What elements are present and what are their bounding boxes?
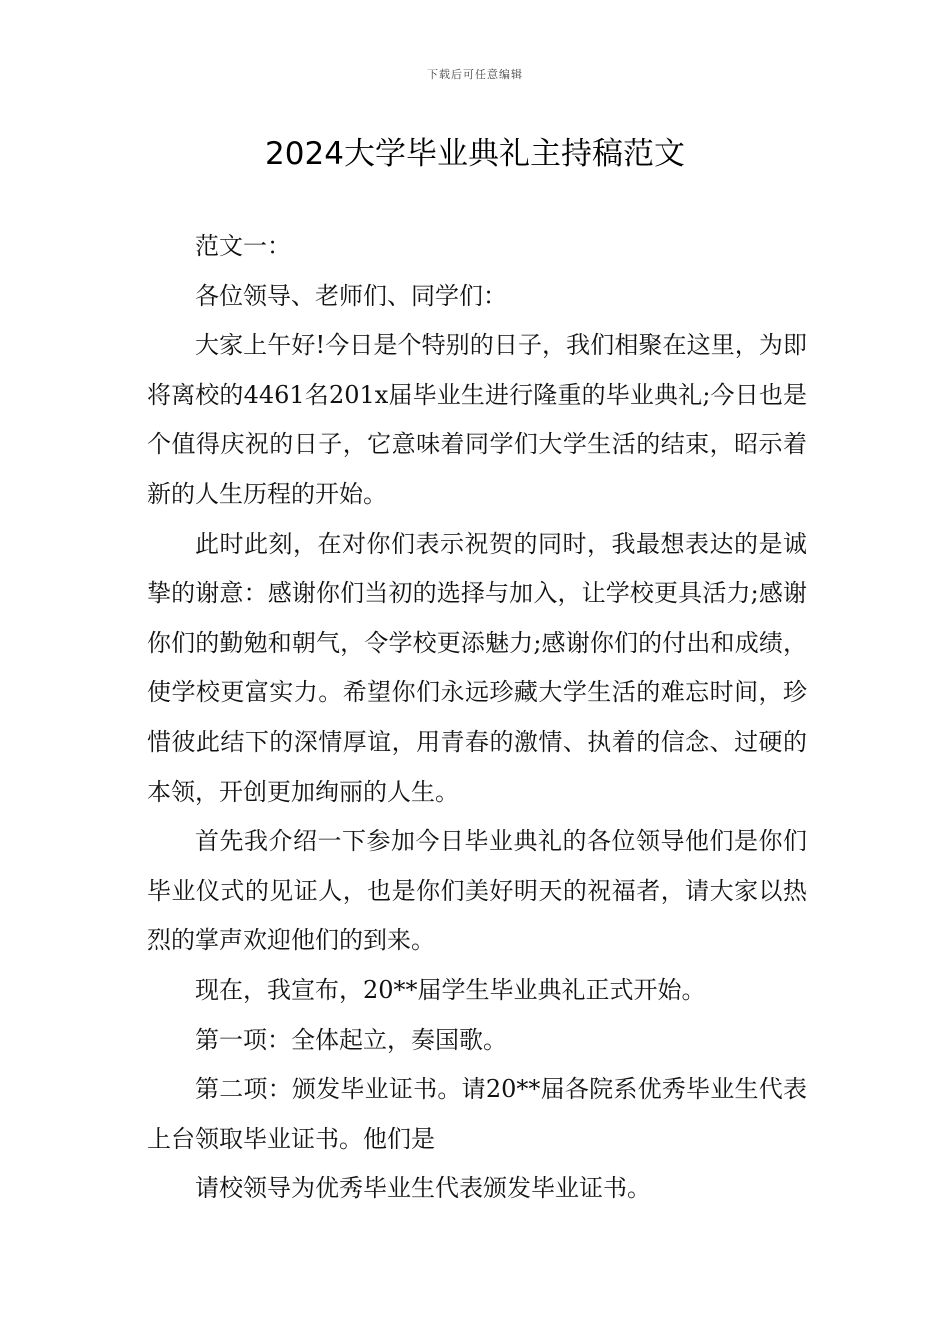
header-note: 下载后可任意编辑 <box>427 68 523 81</box>
paragraph-announcement: 现在，我宣布，20**届学生毕业典礼正式开始。 <box>195 975 706 1004</box>
document-title: 2024大学毕业典礼主持稿范文 <box>265 136 685 172</box>
paragraph-salutation-label: 范文一： <box>195 232 291 260</box>
paragraph-item-two: 第二项：颁发毕业证书。请20**届各院系优秀毕业生代表上台领取毕业证书。他们是 <box>147 1075 807 1153</box>
paragraph-introduction: 首先我介绍一下参加今日毕业典礼的各位领导他们是你们毕业仪式的见证人，也是你们美好明天的祝福者，请大家以热烈的掌声欢迎他们的到来。 <box>147 827 807 955</box>
paragraph-item-one: 第一项：全体起立，奏国歌。 <box>195 1025 507 1054</box>
document-body <box>147 222 807 1214</box>
paragraph-thanks: 此时此刻，在对你们表示祝贺的同时，我最想表达的是诚挚的谢意：感谢你们当初的选择与加入，让学校更具活力;感谢你们的勤勉和朝气，令学校更添魅力;感谢你们的付出和成绩，使学校更富实力。希望你们永远珍藏大学生活的难忘时间，珍惜彼此结下的深情厚谊，用青春的激情、执着的信念、过硬的本领，开创更加绚丽的人生。 <box>147 529 807 806</box>
paragraph-opening: 大家上午好!今日是个特别的日子，我们相聚在这里，为即将离校的4461名201x届毕业生进行隆重的毕业典礼;今日也是个值得庆祝的日子，它意味着同学们大学生活的结束，昭示着新的人生历程的开始。 <box>147 331 807 508</box>
paragraph-greeting: 各位领导、老师们、同学们： <box>195 281 507 310</box>
paragraph-award: 请校领导为优秀毕业生代表颁发毕业证书。 <box>195 1174 651 1203</box>
